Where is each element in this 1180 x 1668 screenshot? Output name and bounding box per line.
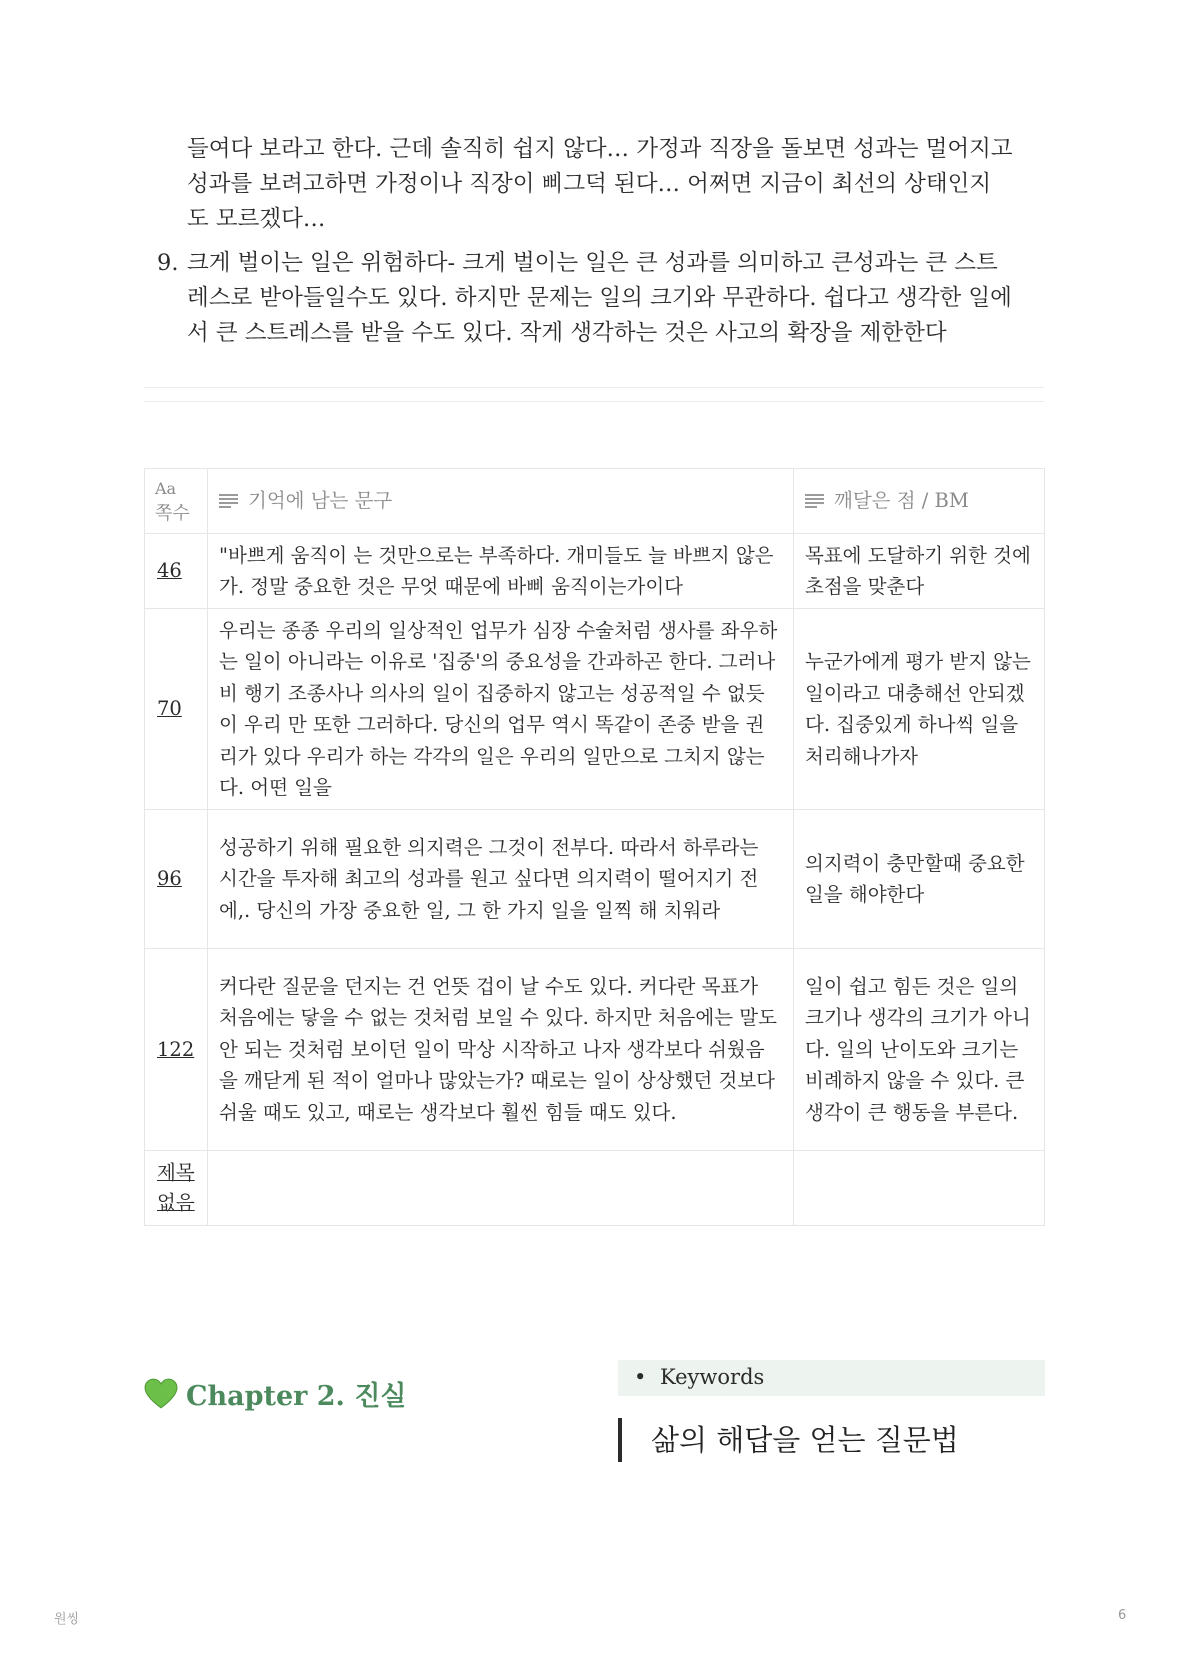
quote-cell[interactable]: "바쁘게 움직이 는 것만으로는 부족하다. 개미들도 늘 바쁘지 않은가. 정말 중요한 것은 무엇 때문에 바삐 움직이는가이다 bbox=[208, 534, 794, 609]
list-line: 레스로 받아들일수도 있다. 하지만 문제는 일의 크기와 무관하다. 쉽다고 생각한 일에 bbox=[187, 285, 1012, 311]
insight-cell[interactable]: 누군가에게 평가 받지 않는 일이라고 대충해선 안되겠다. 집중있게 하나씩 일을 처리해나가자 bbox=[794, 609, 1045, 810]
column-header-insight[interactable] bbox=[794, 469, 1045, 534]
quote-cell[interactable]: 커다란 질문을 던지는 건 언뜻 겁이 날 수도 있다. 커다란 목표가 처음에는 닿을 수 없는 것처럼 보일 수 있다. 하지만 처음에는 말도 안 되는 것처럼 보이던 일이 막상 시작하고 나자 생각보다 쉬웠음을 깨닫게 된 적이 얼마나 많았는가? 때로는 일이 상상했던 것보다 쉬울 때도 있고, 때로는 생각보다 훨씬 힘들 때도 있다. bbox=[208, 949, 794, 1151]
quote-cell[interactable]: 성공하기 위해 필요한 의지력은 그것이 전부다. 따라서 하루라는 시간을 투자해 최고의 성과를 원고 싶다면 의지력이 떨어지기 전에,. 당신의 가장 중요한 일, 그 한 가지 일을 일찍 해 치워라 bbox=[208, 810, 794, 949]
list-line: 크게 벌이는 일은 위험하다- 크게 벌이는 일은 큰 성과를 의미하고 큰성과는 큰 스트 bbox=[187, 250, 998, 276]
text-type-icon: Aa bbox=[155, 479, 177, 498]
quote-heading: 삶의 해답을 얻는 질문법 bbox=[618, 1418, 959, 1462]
page-link[interactable]: 122 bbox=[145, 949, 208, 1151]
table-row bbox=[145, 609, 1045, 810]
divider bbox=[144, 387, 1044, 388]
table-row bbox=[145, 810, 1045, 949]
divider bbox=[144, 401, 1044, 402]
intro-paragraph bbox=[187, 132, 1047, 237]
column-header-label: 쪽수 bbox=[155, 503, 190, 524]
footer-book-title: 원씽 bbox=[54, 1612, 80, 1627]
text-lines-icon bbox=[219, 494, 238, 508]
green-heart-icon bbox=[144, 1378, 178, 1410]
column-header-label: 기억에 남는 문구 bbox=[248, 489, 393, 513]
table-header-row bbox=[145, 469, 1045, 534]
intro-line: 성과를 보려고하면 가정이나 직장이 삐그덕 된다… 어쩌면 지금이 최선의 상태인지 bbox=[187, 171, 992, 197]
list-number: 9. bbox=[157, 250, 179, 276]
insight-cell[interactable]: 목표에 도달하기 위한 것에 초점을 맞춘다 bbox=[794, 534, 1045, 609]
quote-cell[interactable] bbox=[208, 1151, 794, 1226]
keywords-toggle[interactable] bbox=[618, 1360, 1045, 1396]
page-link[interactable]: 70 bbox=[145, 609, 208, 810]
list-item-9 bbox=[157, 246, 1047, 351]
page-link[interactable]: 46 bbox=[145, 534, 208, 609]
reading-notes-table bbox=[144, 468, 1045, 1226]
page-link[interactable]: 제목 없음 bbox=[145, 1151, 208, 1226]
table-row bbox=[145, 534, 1045, 609]
chapter-title: Chapter 2. 진실 bbox=[186, 1381, 407, 1412]
table-row bbox=[145, 949, 1045, 1151]
column-header-quote[interactable] bbox=[208, 469, 794, 534]
table-row bbox=[145, 1151, 1045, 1226]
page-link[interactable]: 96 bbox=[145, 810, 208, 949]
intro-line: 도 모르겠다… bbox=[187, 206, 326, 232]
column-header-page[interactable] bbox=[145, 469, 208, 534]
insight-cell[interactable]: 의지력이 충만할때 중요한 일을 해야한다 bbox=[794, 810, 1045, 949]
intro-line: 들여다 보라고 한다. 근데 솔직히 쉽지 않다… 가정과 직장을 돌보면 성과는 멀어지고 bbox=[187, 136, 1013, 162]
list-line: 서 큰 스트레스를 받을 수도 있다. 작게 생각하는 것은 사고의 확장을 제한한다 bbox=[187, 320, 947, 346]
page-number: 6 bbox=[1118, 1608, 1127, 1623]
list-text bbox=[187, 246, 1047, 351]
insight-cell[interactable]: 일이 쉽고 힘든 것은 일의 크기나 생각의 크기가 아니다. 일의 난이도와 크기는 비례하지 않을 수 있다. 큰 생각이 큰 행동을 부른다. bbox=[794, 949, 1045, 1151]
chapter-heading bbox=[144, 1374, 407, 1413]
insight-cell[interactable] bbox=[794, 1151, 1045, 1226]
text-lines-icon bbox=[805, 494, 824, 508]
quote-cell[interactable]: 우리는 종종 우리의 일상적인 업무가 심장 수술처럼 생사를 좌우하 는 일이 아니라는 이유로 '집중'의 중요성을 간과하곤 한다. 그러나 비 행기 조종사나 의사의 일이 집중하지 않고는 성공적일 수 없듯이 우리 만 또한 그러하다. 당신의 업무 역시 똑같이 존중 받을 권리가 있다 우리가 하는 각각의 일은 우리의 일만으로 그치지 않는다. 어떤 일을 bbox=[208, 609, 794, 810]
keywords-label: Keywords bbox=[660, 1365, 765, 1389]
bullet-icon: • bbox=[634, 1365, 647, 1389]
column-header-label: 깨달은 점 / BM bbox=[834, 489, 969, 513]
